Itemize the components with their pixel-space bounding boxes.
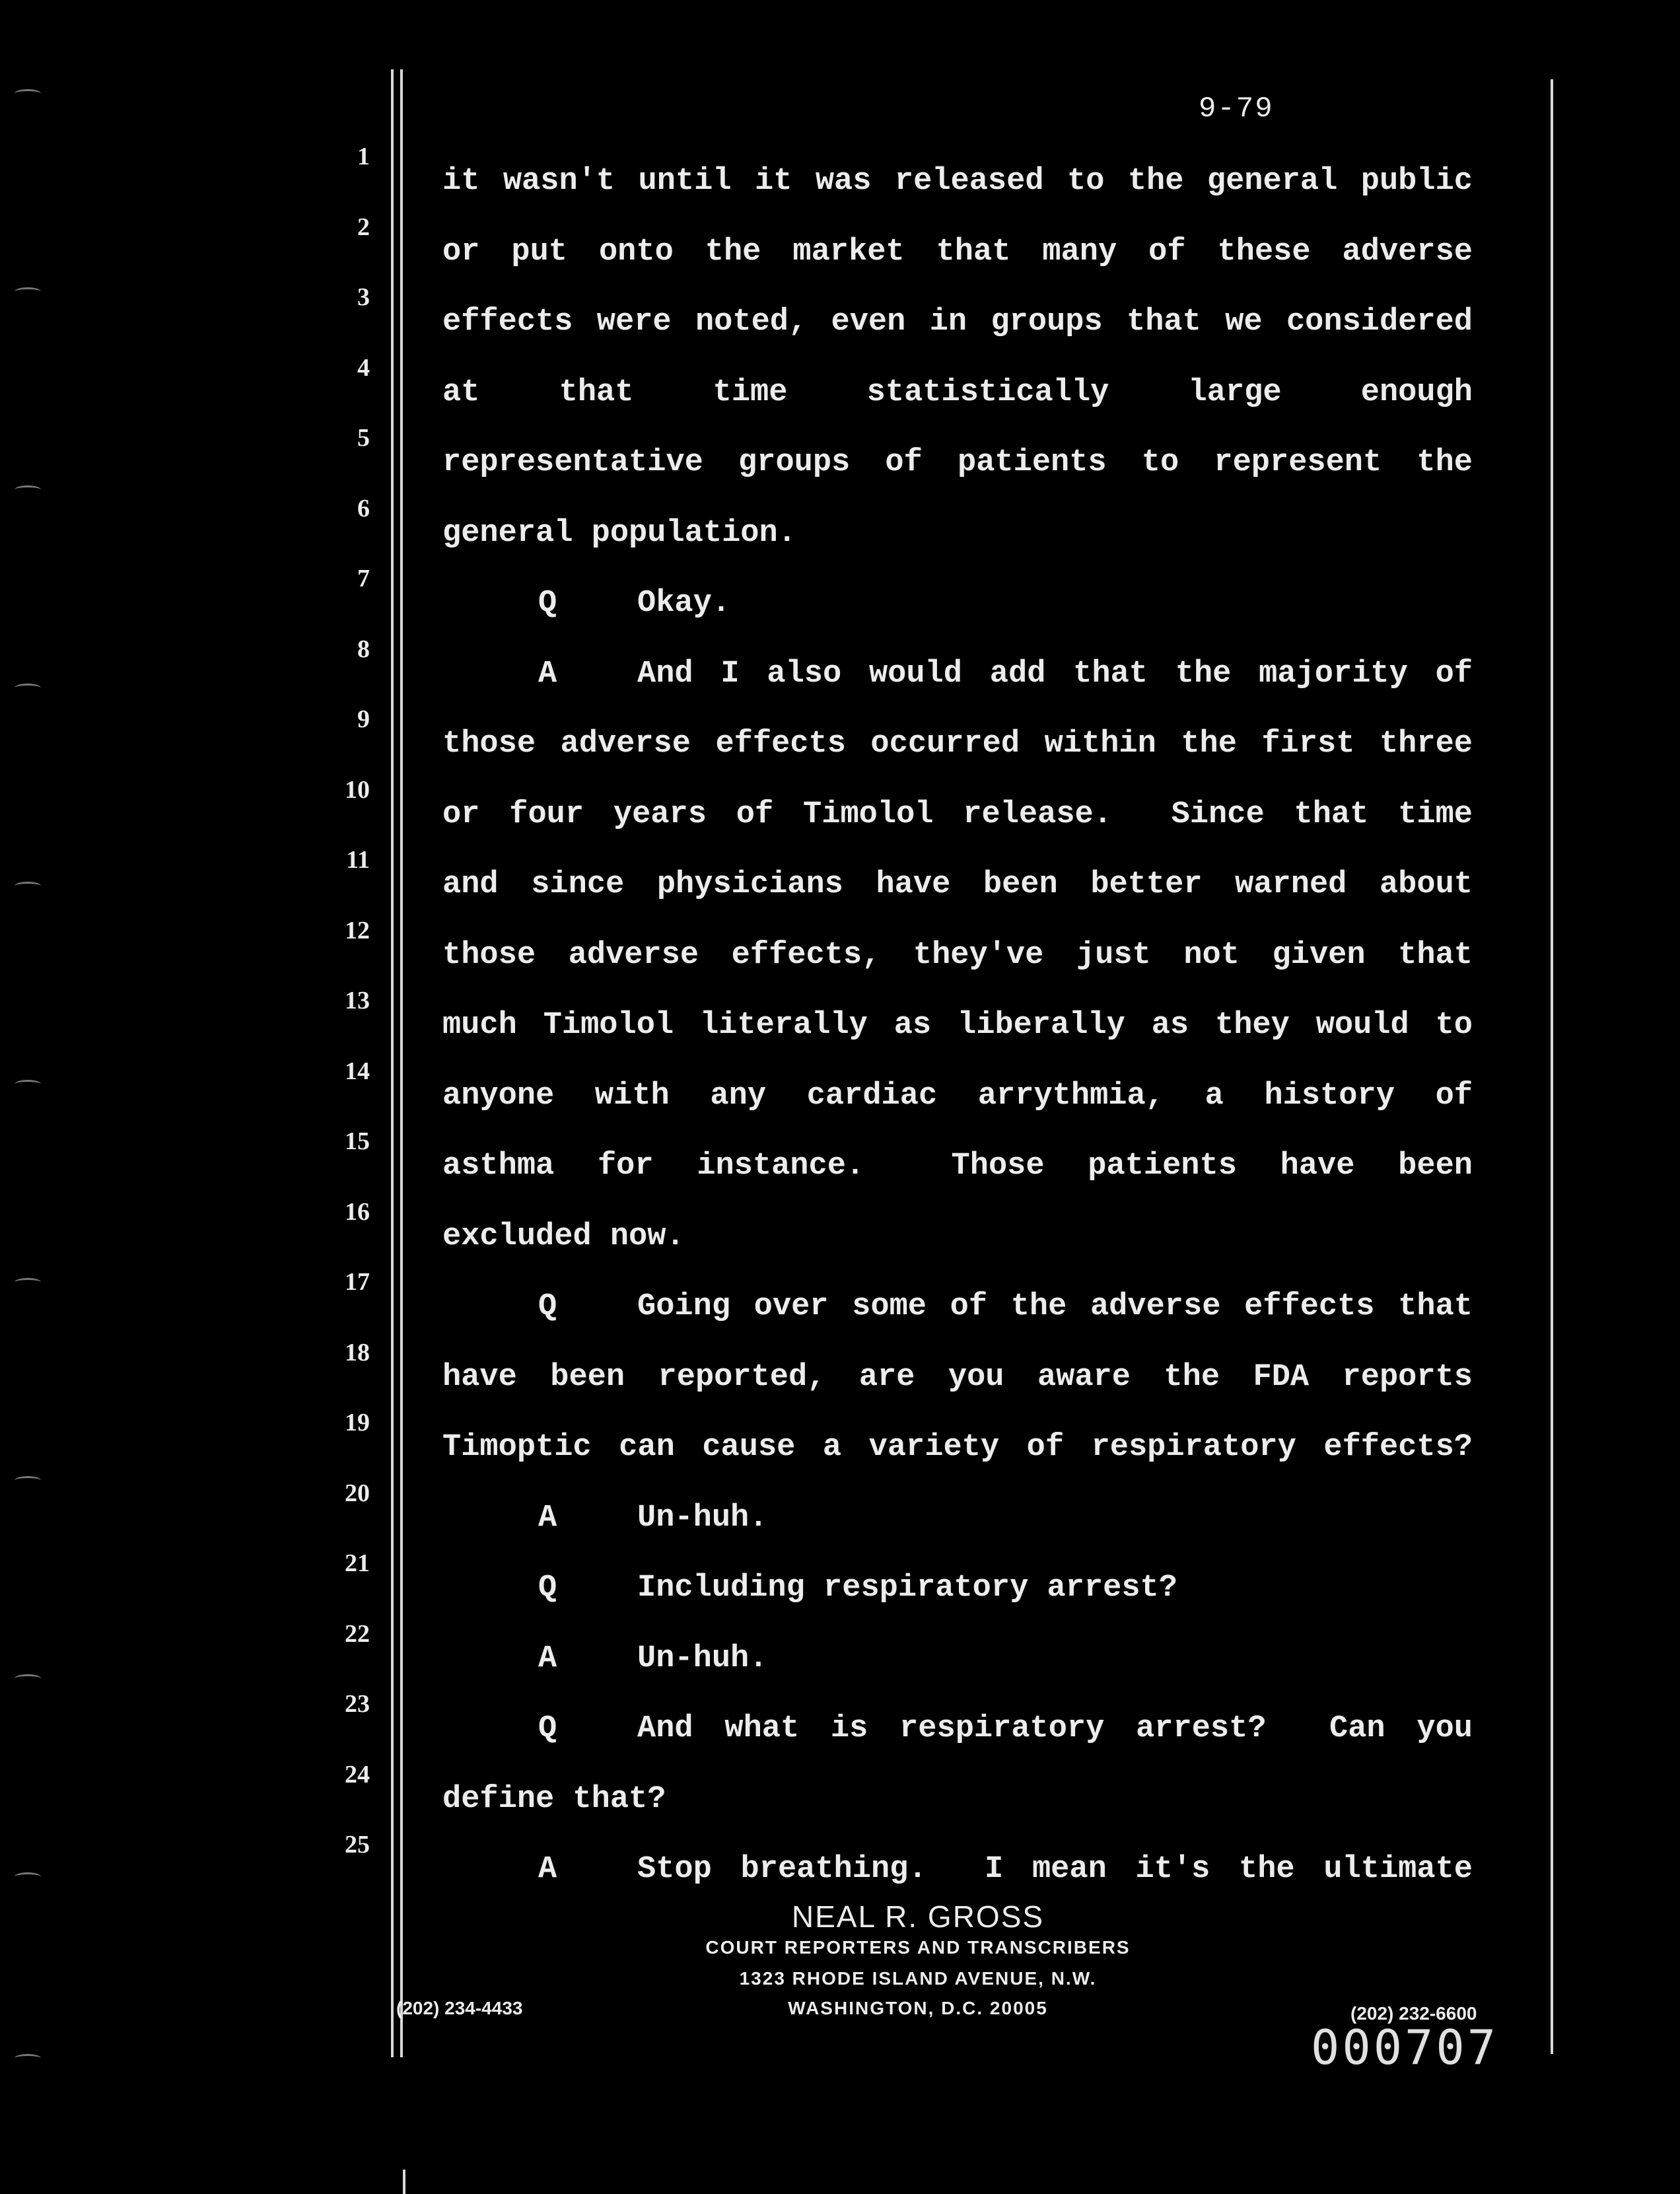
line-number: 10 (345, 775, 370, 804)
line-text: Okay. (637, 586, 731, 621)
speaker-label: A (538, 656, 557, 691)
line-number: 5 (357, 424, 370, 452)
transcript-line (442, 1847, 1473, 1893)
transcript-line (442, 1777, 1473, 1823)
line-text: And what is respiratory arrest? Can you (637, 1711, 1473, 1746)
line-number: 13 (345, 987, 370, 1014)
transcript-line (442, 299, 1473, 345)
reporter-city: WASHINGTON, D.C. 20005 (788, 1998, 1048, 2018)
line-text: general population. (442, 515, 796, 551)
hole-mark (15, 287, 41, 296)
speaker-label: A (538, 1641, 557, 1676)
hole-mark (15, 1278, 41, 1287)
phone-left: (202) 234-4433 (396, 1998, 523, 2018)
left-margin-rule (400, 69, 403, 2057)
line-number: 15 (345, 1127, 370, 1155)
speaker-label: Q (538, 1571, 557, 1606)
hole-mark (15, 882, 41, 890)
line-number: 12 (345, 916, 370, 944)
transcript-line (442, 862, 1473, 908)
line-number: 21 (345, 1549, 370, 1577)
hole-mark (15, 2054, 41, 2063)
line-text: and since physicians have been better warned about (442, 867, 1473, 902)
line-text: And I also would add that the majority of (637, 656, 1473, 691)
left-margin-rule (391, 69, 394, 2057)
hole-mark (15, 485, 41, 494)
line-text: representative groups of patients to represent the (442, 445, 1473, 480)
line-text: define that? (442, 1781, 666, 1817)
transcript-line (442, 511, 1473, 557)
bottom-mark (403, 2170, 405, 2194)
hole-mark (15, 684, 41, 692)
speaker-label: A (538, 1852, 557, 1887)
line-text: or four years of Timolol release. Since that time (442, 796, 1473, 832)
reporter-name: NEAL R. GROSS (791, 1899, 1045, 1934)
hole-mark (15, 1476, 41, 1485)
transcript-line (442, 1495, 1473, 1541)
transcript-line (442, 370, 1473, 416)
hole-mark (15, 1674, 41, 1683)
line-text: at that time statistically large enough (442, 374, 1473, 410)
line-text: those adverse effects, they've just not given that (442, 937, 1473, 973)
line-number: 19 (345, 1409, 370, 1436)
transcript-line (442, 1214, 1473, 1260)
line-number: 23 (345, 1690, 370, 1718)
line-text: Un-huh. (637, 1641, 768, 1676)
hole-mark (15, 1080, 41, 1088)
transcript-line (442, 1636, 1473, 1682)
reporter-subtitle: COURT REPORTERS AND TRANSCRIBERS (705, 1937, 1131, 1958)
line-number: 1 (357, 143, 370, 170)
transcript-line (442, 159, 1473, 205)
transcript-line (442, 440, 1473, 486)
line-text: excluded now. (442, 1219, 685, 1254)
line-text: much Timolol literally as liberally as they would to (442, 1008, 1473, 1043)
bates-number: 000707 (1311, 2020, 1499, 2075)
transcript-line (442, 1425, 1473, 1471)
line-text: Un-huh. (637, 1500, 768, 1536)
line-text: those adverse effects occurred within the first three (442, 726, 1473, 761)
transcript-line (442, 651, 1473, 697)
transcript-line (442, 721, 1473, 767)
transcript-line (442, 933, 1473, 979)
transcript-line (442, 1003, 1473, 1049)
transcript-line (442, 1565, 1473, 1611)
line-number: 4 (357, 353, 370, 382)
line-number: 6 (357, 494, 370, 522)
line-number: 25 (345, 1831, 370, 1858)
line-number: 7 (357, 565, 370, 592)
speaker-label: Q (538, 1711, 557, 1746)
line-text: asthma for instance. Those patients have been (442, 1149, 1473, 1184)
transcript-line (442, 1284, 1473, 1330)
line-number: 2 (357, 213, 370, 241)
line-text: Going over some of the adverse effects that (637, 1289, 1473, 1324)
transcript-line (442, 581, 1473, 627)
hole-mark (15, 89, 41, 98)
speaker-label: Q (538, 586, 557, 621)
transcript-line (442, 1706, 1473, 1752)
transcript-line (442, 1355, 1473, 1401)
line-number: 11 (346, 846, 370, 874)
line-text: Including respiratory arrest? (637, 1571, 1177, 1606)
line-text: Stop breathing. I mean it's the ultimate (637, 1852, 1473, 1887)
line-number: 14 (345, 1057, 370, 1085)
line-text: have been reported, are you aware the FDA reports (442, 1359, 1473, 1395)
line-text: it wasn't until it was released to the general public (442, 164, 1473, 199)
line-number: 9 (357, 705, 370, 733)
line-number: 17 (345, 1268, 370, 1296)
line-number: 22 (345, 1619, 370, 1648)
transcript-line (442, 1073, 1473, 1119)
line-number: 3 (357, 283, 370, 311)
line-number: 20 (345, 1479, 370, 1507)
line-number: 8 (357, 635, 370, 663)
hole-mark (15, 1872, 41, 1881)
line-number: 24 (345, 1760, 370, 1788)
line-text: Timoptic can cause a variety of respiratory effects? (442, 1430, 1473, 1465)
line-number: 16 (345, 1197, 370, 1226)
transcript-line (442, 229, 1473, 275)
speaker-label: Q (538, 1289, 557, 1324)
line-text: anyone with any cardiac arrythmia, a history of (442, 1078, 1473, 1114)
transcript-line (442, 1143, 1473, 1189)
right-margin-rule (1551, 79, 1553, 2054)
line-text: or put onto the market that many of these adverse (442, 234, 1473, 269)
speaker-label: A (538, 1500, 557, 1536)
page-number: 9-79 (1199, 92, 1274, 125)
reporter-address: 1323 RHODE ISLAND AVENUE, N.W. (739, 1968, 1097, 1989)
phone-right: (202) 232-6600 (1350, 2003, 1477, 2024)
transcript-line (442, 792, 1473, 838)
line-number: 18 (345, 1338, 370, 1366)
line-text: effects were noted, even in groups that we considered (442, 304, 1473, 339)
